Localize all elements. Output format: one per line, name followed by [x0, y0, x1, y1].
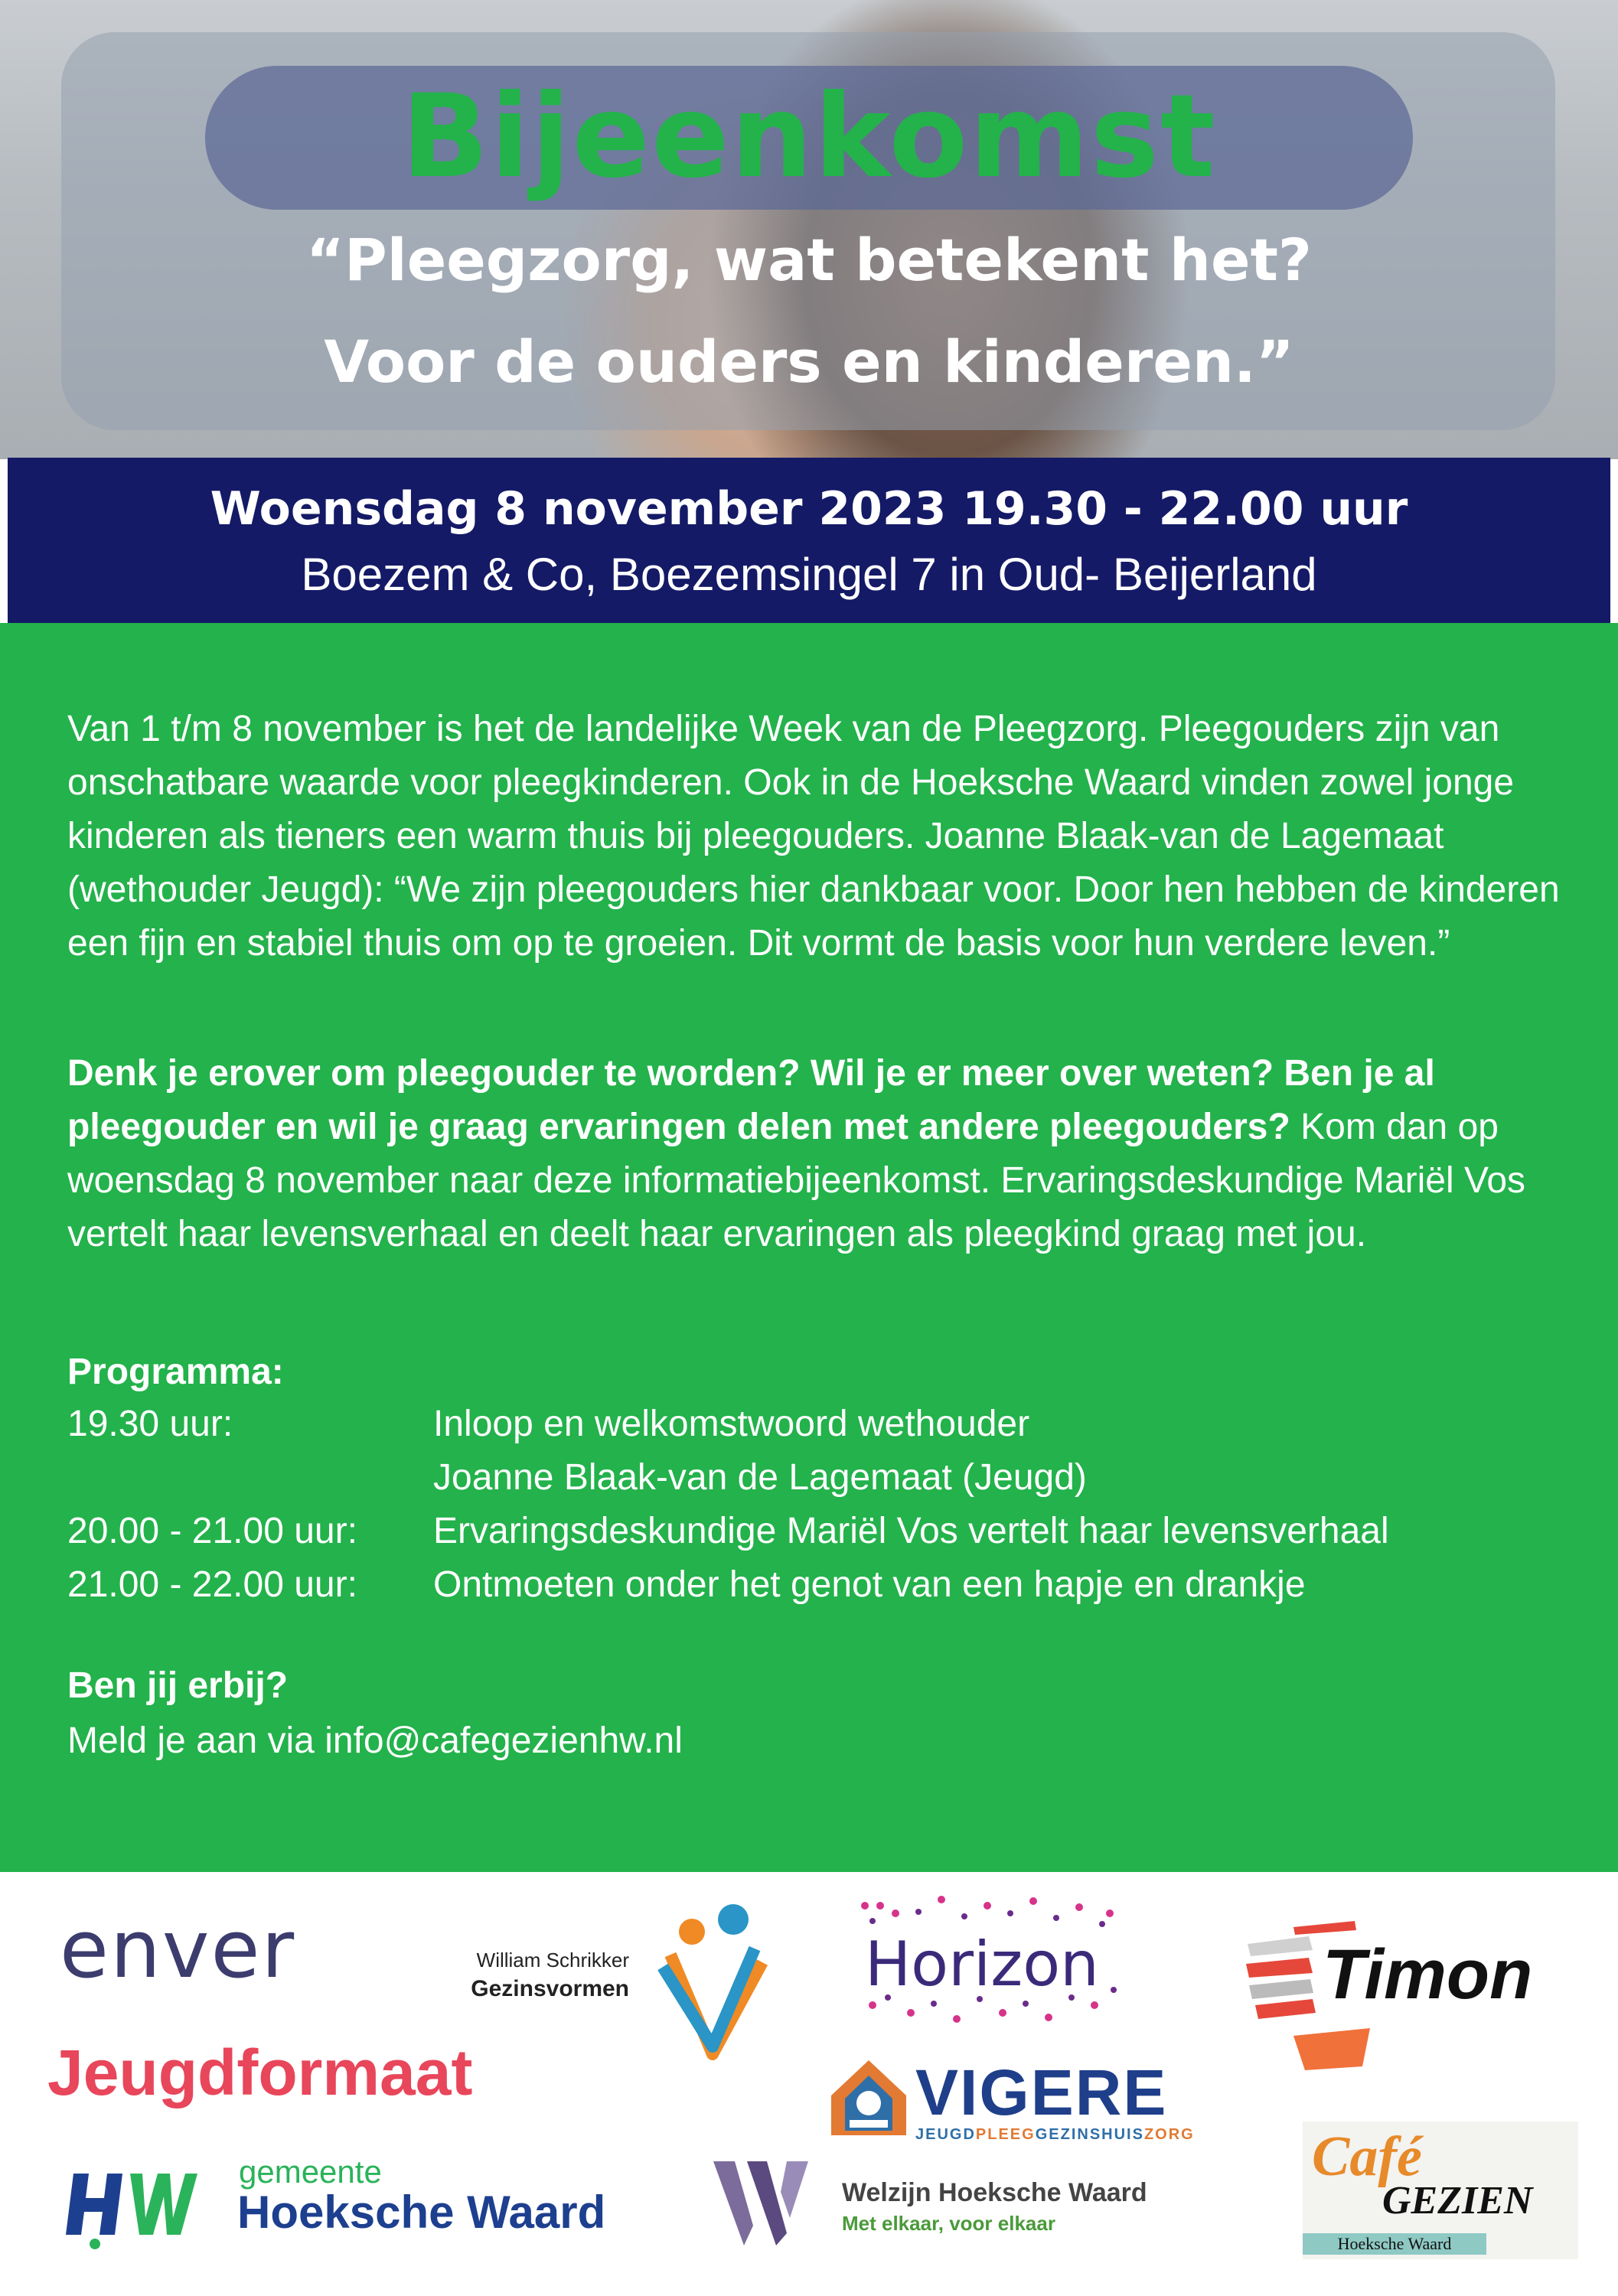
vigere-tag-b: PLEEG [975, 2126, 1036, 2143]
horizon-logo: Horizon [865, 1929, 1099, 2000]
gemeente-label: gemeente [239, 2154, 382, 2190]
jeugdformaat-logo: Jeugdformaat [47, 2037, 473, 2108]
program-desc: Ervaringsdeskundige Mariël Vos vertelt haar levensverhaal [433, 1511, 1389, 1551]
event-venue: Boezem & Co, Boezemsingel 7 in Oud- Beijerland [301, 549, 1317, 600]
intro-paragraph: Van 1 t/m 8 november is het de landelijke Week van de Pleegzorg. Pleegouders zijn van onschatbare waarde voor pleegkinderen. Ook in de Hoeksche Waard vinden zowel jonge kinderen als tieners een warm thuis bij pleegouders. Joanne Blaak-van de Lagemaat (wethouder Jeugd): “We zijn pleegouders hier dankbaar voor. Door hen hebben de kinderen een fijn en stabiel thuis om op te groeien. Dit vormt de basis voor hun verdere leven.” [67, 709, 1560, 964]
wsg-logo-line2: Gezinsvormen [471, 1976, 629, 2001]
date-band [8, 458, 1610, 623]
program-desc: Ontmoeten onder het genot van een hapje en drankje [433, 1564, 1306, 1605]
cta-normal-text: Kom dan op woensdag 8 november naar deze informatiebijeenkomst. Ervaringsdeskundige Mariël Vos vertelt haar levensverhaal en deelt haar ervaringen als pleegkind graag met jou. [67, 1107, 1526, 1254]
wsg-logo-line1: William Schrikker [476, 1949, 629, 1971]
subtitle-line-2: Voor de ouders en kinderen.” [324, 328, 1294, 396]
hero-photo-banner [0, 0, 1618, 459]
subtitle-line-1: “Pleegzorg, wat betekent het? [306, 226, 1312, 294]
call-to-action-paragraph [67, 1047, 1567, 1261]
program-heading: Programma: [67, 1352, 284, 1392]
cafe-name: GEZIEN [1382, 2179, 1533, 2223]
vigere-house-icon [827, 2056, 911, 2140]
program-time: 20.00 - 21.00 uur: [67, 1511, 357, 1551]
program-desc: Joanne Blaak-van de Lagemaat (Jeugd) [433, 1457, 1087, 1498]
wsg-heart-icon [655, 1901, 770, 2062]
vigere-tag-d: ZORG [1143, 2126, 1195, 2143]
cafe-sub: Hoeksche Waard [1303, 2233, 1486, 2255]
vigere-tag-c: GEZINSHUIS [1035, 2126, 1144, 2143]
event-date-time: Woensdag 8 november 2023 19.30 - 22.00 uur [210, 482, 1408, 536]
program-desc: Inloop en welkomstwoord wethouder [433, 1404, 1030, 1444]
vigere-tagline [915, 2126, 1195, 2144]
signup-text: Meld je aan via info@cafegezienhw.nl [67, 1720, 683, 1761]
welzijn-tagline: Met elkaar, voor elkaar [842, 2212, 1055, 2235]
hw-icon [66, 2158, 211, 2250]
welzijn-name: Welzijn Hoeksche Waard [842, 2178, 1147, 2207]
timon-logo: Timon [1323, 1936, 1533, 2014]
program-time: 19.30 uur: [67, 1404, 233, 1444]
cta-bold-text: Denk je erover om pleegouder te worden? Wil je er meer over weten? Ben je al pleegouder en wil je graag ervaringen delen met andere pleegouders? [67, 1053, 1435, 1147]
welzijn-w-icon [713, 2157, 820, 2249]
signup-heading: Ben jij erbij? [67, 1665, 289, 1706]
page-title: Bijeenkomst [401, 70, 1217, 204]
vigere-logo: VIGERE [915, 2056, 1168, 2128]
enver-logo: enver [60, 1903, 296, 1996]
program-time: 21.00 - 22.00 uur: [67, 1564, 357, 1605]
gemeente-name: Hoeksche Waard [237, 2187, 606, 2238]
cafe-word: Café [1312, 2125, 1422, 2188]
vigere-tag-a: JEUGD [915, 2126, 976, 2143]
